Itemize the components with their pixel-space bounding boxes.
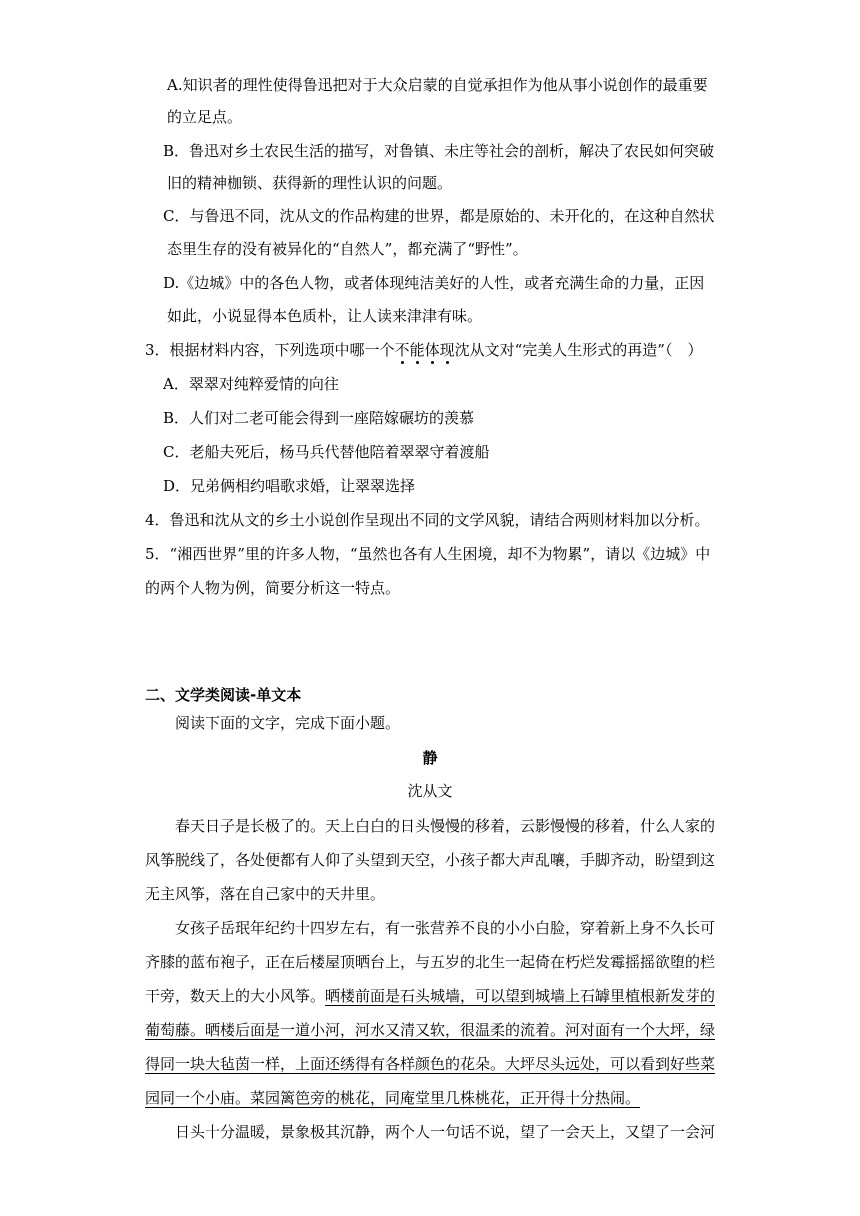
question-3-before: 3．根据材料内容，下列选项中哪一个 <box>145 341 395 359</box>
emphasis-char: 体 <box>424 341 440 359</box>
option-2b-line2: 旧的精神枷锁、获得新的理性认识的问题。 <box>167 174 453 192</box>
passage-p1-line2: 风筝脱线了，各处便都有人仰了头望到天空，小孩子都大声乱嚷，手脚齐动，盼望到这 <box>145 851 716 869</box>
passage-p2-line2: 齐膝的蓝布袍子，正在后楼屋顶晒台上，与五岁的北生一起倚在朽烂发霉摇摇欲堕的栏 <box>145 953 716 971</box>
option-2a-line2: 的立足点。 <box>167 108 243 126</box>
section-instruction: 阅读下面的文字，完成下面小题。 <box>175 714 401 732</box>
question-3 <box>145 340 702 360</box>
question-4: 4．鲁迅和沈从文的乡土小说创作呈现出不同的文学风貌，请结合两则材料加以分析。 <box>145 511 710 529</box>
option-3b: B．人们对二老可能会得到一座陪嫁碾坊的羡慕 <box>163 409 475 427</box>
passage-title: 静 <box>422 749 438 767</box>
option-2c-line2: 态里生存的没有被异化的“自然人”，都充满了“野性”。 <box>167 240 528 258</box>
passage-p2-underlined-line2: 得同一块大毡茵一样，上面还绣得有各样颜色的花朵。大坪尽头远处，可以看到好些菜 <box>145 1055 716 1073</box>
passage-p1-line3: 无主风筝，落在自己家中的天井里。 <box>145 885 386 903</box>
passage-p2-underlined-start: 晒楼前面是石头城墙，可以望到城墙上石罅里植根新发芽的 <box>325 987 716 1005</box>
passage-p2-plain-end: 干旁，数天上的大小风筝。 <box>145 987 326 1005</box>
option-2b-line1: B．鲁迅对乡土农民生活的描写，对鲁镇、未庄等社会的剖析，解决了农民如何突破 <box>163 142 715 160</box>
passage-author: 沈从文 <box>407 782 453 800</box>
question-3-after: 沈从文对“完美人生形式的再造”（ ） <box>454 341 703 359</box>
question-3-emphasis <box>395 341 455 359</box>
option-2d-line2: 如此，小说显得本色质朴，让人读来津津有味。 <box>167 307 483 325</box>
passage-p2-underlined-line1: 葡萄藤。晒楼后面是一道小河，河水又清又软，很温柔的流着。河对面有一个大坪，绿 <box>145 1021 716 1039</box>
emphasis-char: 不 <box>394 341 410 359</box>
option-2a-line1: A.知识者的理性使得鲁迅把对于大众启蒙的自觉承担作为他从事小说创作的最重要 <box>167 76 708 94</box>
passage-p2-line3 <box>145 986 715 1006</box>
passage-p3-line1: 日头十分温暖，景象极其沉静，两个人一句话不说，望了一会天上，又望了一会河 <box>175 1123 716 1141</box>
emphasis-char: 能 <box>409 341 425 359</box>
passage-p1-line1: 春天日子是长极了的。天上白白的日头慢慢的移着，云影慢慢的移着，什么人家的 <box>175 817 716 835</box>
option-3d: D．兄弟俩相约唱歌求婚，让翠翠选择 <box>163 477 416 495</box>
option-2c-line1: C．与鲁迅不同，沈从文的作品构建的世界，都是原始的、未开化的，在这种自然状 <box>163 207 715 225</box>
option-3a: A．翠翠对纯粹爱情的向往 <box>163 375 339 393</box>
option-3c: C．老船夫死后，杨马兵代替他陪着翠翠守着渡船 <box>163 443 490 461</box>
question-5-line2: 的两个人物为例，简要分析这一特点。 <box>145 579 401 597</box>
section-heading: 二、文学类阅读-单文本 <box>145 686 302 704</box>
emphasis-char: 现 <box>439 341 455 359</box>
option-2d-line1: D.《边城》中的各色人物，或者体现纯洁美好的人性，或者充满生命的力量，正因 <box>163 274 705 292</box>
passage-p2-line1: 女孩子岳珉年纪约十四岁左右，有一张营养不良的小小白脸，穿着新上身不久长可 <box>175 919 716 937</box>
passage-p2-underlined-line3: 园同一个小庙。菜园篱笆旁的桃花，同庵堂里几株桃花，正开得十分热闹。 <box>145 1089 641 1107</box>
question-5-line1: 5．“湘西世界”里的许多人物，“虽然也各有人生困境，却不为物累”，请以《边城》中 <box>145 545 711 563</box>
